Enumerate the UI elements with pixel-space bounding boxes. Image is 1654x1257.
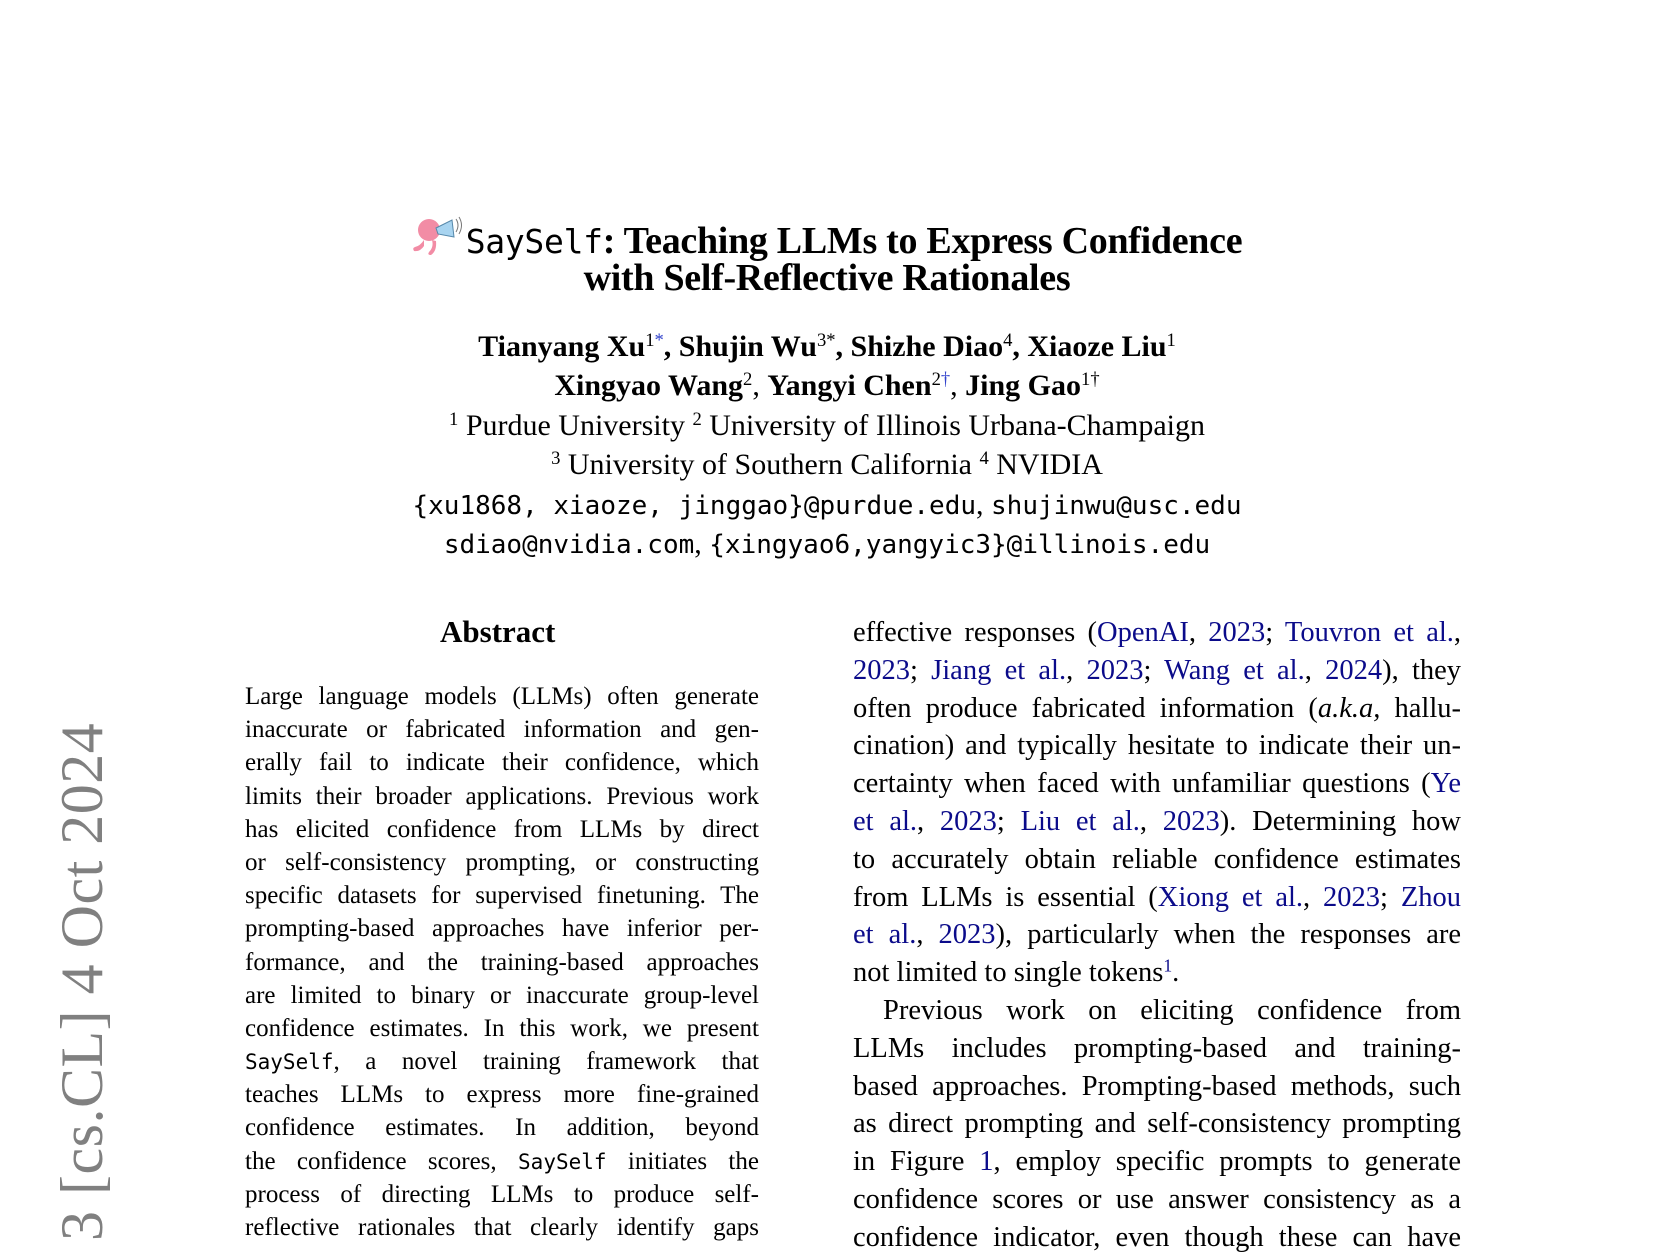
intro-line: Previous work on eliciting confidence from (883, 994, 1461, 1026)
intro-line: from LLMs is essential (Xiong et al., 2023; Zhou (853, 881, 1462, 913)
intro-line: et al., 2023), particularly when the responses are (853, 919, 1462, 951)
system-name: SaySelf (245, 1050, 334, 1075)
abstract-line: limits their broader applications. Previous work (245, 782, 759, 810)
citation-link[interactable]: 2024 (1325, 654, 1383, 686)
affiliation: Purdue University (465, 409, 685, 442)
abstract-line: confidence estimates. In addition, beyond (245, 1114, 759, 1142)
author-name: Yangyi Chen (767, 369, 932, 402)
author-name: Jing Gao (965, 369, 1082, 402)
abstract-body (245, 680, 759, 1244)
intro-line: to accurately obtain reliable confidence estimates (853, 843, 1461, 875)
system-name: SaySelf (518, 1149, 607, 1174)
citation-link[interactable]: Touvron et al. (1284, 617, 1454, 648)
intro-line: often produce fabricated information (a.k.a, hallu- (853, 692, 1462, 724)
affiliation: University of Illinois Urbana-Champaign (709, 409, 1205, 442)
affiliations-line-2: $^3$ University of Southern California $^4$ NVIDIA (551, 447, 1103, 481)
author-name: Tianyang Xu (478, 330, 646, 363)
intro-line: not limited to single tokens$^1$. (853, 955, 1180, 989)
paper-title-line-2: with Self-Reflective Rationales (583, 257, 1071, 299)
abstract-line: confidence estimates. In this work, we present (245, 1014, 759, 1042)
footnote-link[interactable]: 1 (1163, 955, 1173, 976)
author-name: Shujin Wu (678, 330, 817, 363)
emails-line-1: {xu1868, xiaoze, jinggao}@purdue.edu, shujinwu@usc.edu (412, 488, 1242, 521)
email[interactable]: {xu1868, xiaoze, jinggao}@purdue.edu (412, 491, 977, 521)
affiliation: University of Southern California (567, 448, 972, 481)
system-name: SaySelf (465, 222, 603, 261)
author-list-line-2: Xingyao Wang$^2$, Yangyi Chen$^{2\dagger}$, Jing Gao$^{1\dagger}$ (554, 368, 1100, 402)
intro-line: effective responses (OpenAI, 2023; Touvron et al., (853, 617, 1462, 648)
citation-link[interactable]: 2023 (853, 654, 910, 686)
citation-link[interactable]: 2023 (939, 805, 997, 837)
affiliations-line-1: $^1$ Purdue University $^2$ University of Illinois Urbana-Champaign (449, 408, 1205, 442)
intro-line: LLMs includes prompting-based and training- (853, 1032, 1461, 1064)
intro-line: confidence scores or use answer consistency as a (853, 1183, 1461, 1215)
abstract-line: inaccurate or fabricated information and gen- (245, 716, 759, 744)
abstract-line: or self-consistency prompting, or constructing (245, 848, 759, 876)
abstract-line: formance, and the training-based approaches (245, 948, 759, 976)
abstract-line: the confidence scores, SaySelf initiates the (245, 1147, 759, 1175)
abstract-line: teaches LLMs to express more fine-grained (245, 1081, 759, 1109)
citation-link[interactable]: 2023 (938, 919, 996, 951)
author-name: Shizhe Diao (850, 330, 1004, 363)
intro-line: 2023; Jiang et al., 2023; Wang et al., 2024), they (853, 654, 1462, 686)
citation-link[interactable]: Liu et al. (1020, 805, 1140, 837)
arxiv-stamp: 3 [cs.CL] 4 Oct 2024 (49, 722, 115, 1241)
abstract-line: reflective rationales that clearly identify gaps (245, 1214, 759, 1241)
emails-line-2: sdiao@nvidia.com, {xingyao6,yangyic3}@illinois.edu (443, 527, 1211, 560)
citation-link[interactable]: Wang et al. (1164, 654, 1305, 686)
abstract-line: prompting-based approaches have inferior per- (245, 915, 759, 943)
intro-line: confidence indicator, even though these can have (853, 1221, 1461, 1253)
author-list-line-1: Tianyang $Xu^{1*}$, Shujin $Wu^{3*}$, Shizhe Diao$^4$, Xiaoze Liu$^1$ (478, 329, 1176, 363)
abstract-line: are limited to binary or inaccurate group-level (245, 981, 759, 1009)
citation-link[interactable]: OpenAI (1097, 617, 1189, 648)
citation-link[interactable]: Xiong et al. (1157, 881, 1304, 913)
email[interactable]: shujinwu@usc.edu (991, 491, 1242, 521)
intro-line: cination) and typically hesitate to indicate their un- (853, 730, 1461, 762)
intro-line: as direct prompting and self-consistency prompting (853, 1108, 1461, 1140)
abstract-line: Large language models (LLMs) often generate (245, 683, 759, 710)
abstract-line: erally fail to indicate their confidence, which (245, 749, 759, 777)
email[interactable]: sdiao@nvidia.com (443, 530, 695, 560)
megaphone-mascot-icon (412, 213, 462, 257)
citation-link[interactable]: 2023 (1323, 881, 1381, 913)
intro-line: certainty when faced with unfamiliar questions (Ye (853, 768, 1461, 800)
intro-line: in Figure 1, employ specific prompts to generate (853, 1146, 1461, 1178)
title-text: : Teaching LLMs to Express Confidence (602, 220, 1243, 262)
email[interactable]: {xingyao6,yangyic3}@illinois.edu (709, 530, 1211, 560)
abstract-line: process of directing LLMs to produce self- (245, 1180, 759, 1208)
citation-link[interactable]: 2023 (1162, 805, 1220, 837)
author-name: Xiaoze Liu (1027, 330, 1167, 363)
affiliation: NVIDIA (996, 448, 1103, 481)
figure-link[interactable]: 1 (979, 1146, 994, 1178)
intro-line: et al., 2023; Liu et al., 2023). Determining how (853, 805, 1462, 837)
citation-link[interactable]: 2023 (1208, 617, 1266, 648)
citation-link[interactable]: Zhou (1400, 881, 1462, 913)
citation-link[interactable]: 2023 (1086, 654, 1144, 686)
abstract-heading: Abstract (440, 614, 556, 649)
citation-link[interactable]: Jiang et al. (931, 654, 1067, 686)
introduction-body (853, 614, 1461, 1257)
author-name: Xingyao Wang (554, 369, 744, 402)
intro-line: based approaches. Prompting-based methods, such (853, 1070, 1461, 1102)
citation-link[interactable]: et al. (853, 919, 917, 951)
abstract-line: SaySelf, a novel training framework that (245, 1048, 759, 1076)
abstract-line: specific datasets for supervised finetuning. The (245, 882, 759, 910)
abstract-line: has elicited confidence from LLMs by direct (245, 815, 759, 843)
citation-link[interactable]: Ye (1430, 768, 1461, 800)
citation-link[interactable]: et al. (853, 805, 918, 837)
